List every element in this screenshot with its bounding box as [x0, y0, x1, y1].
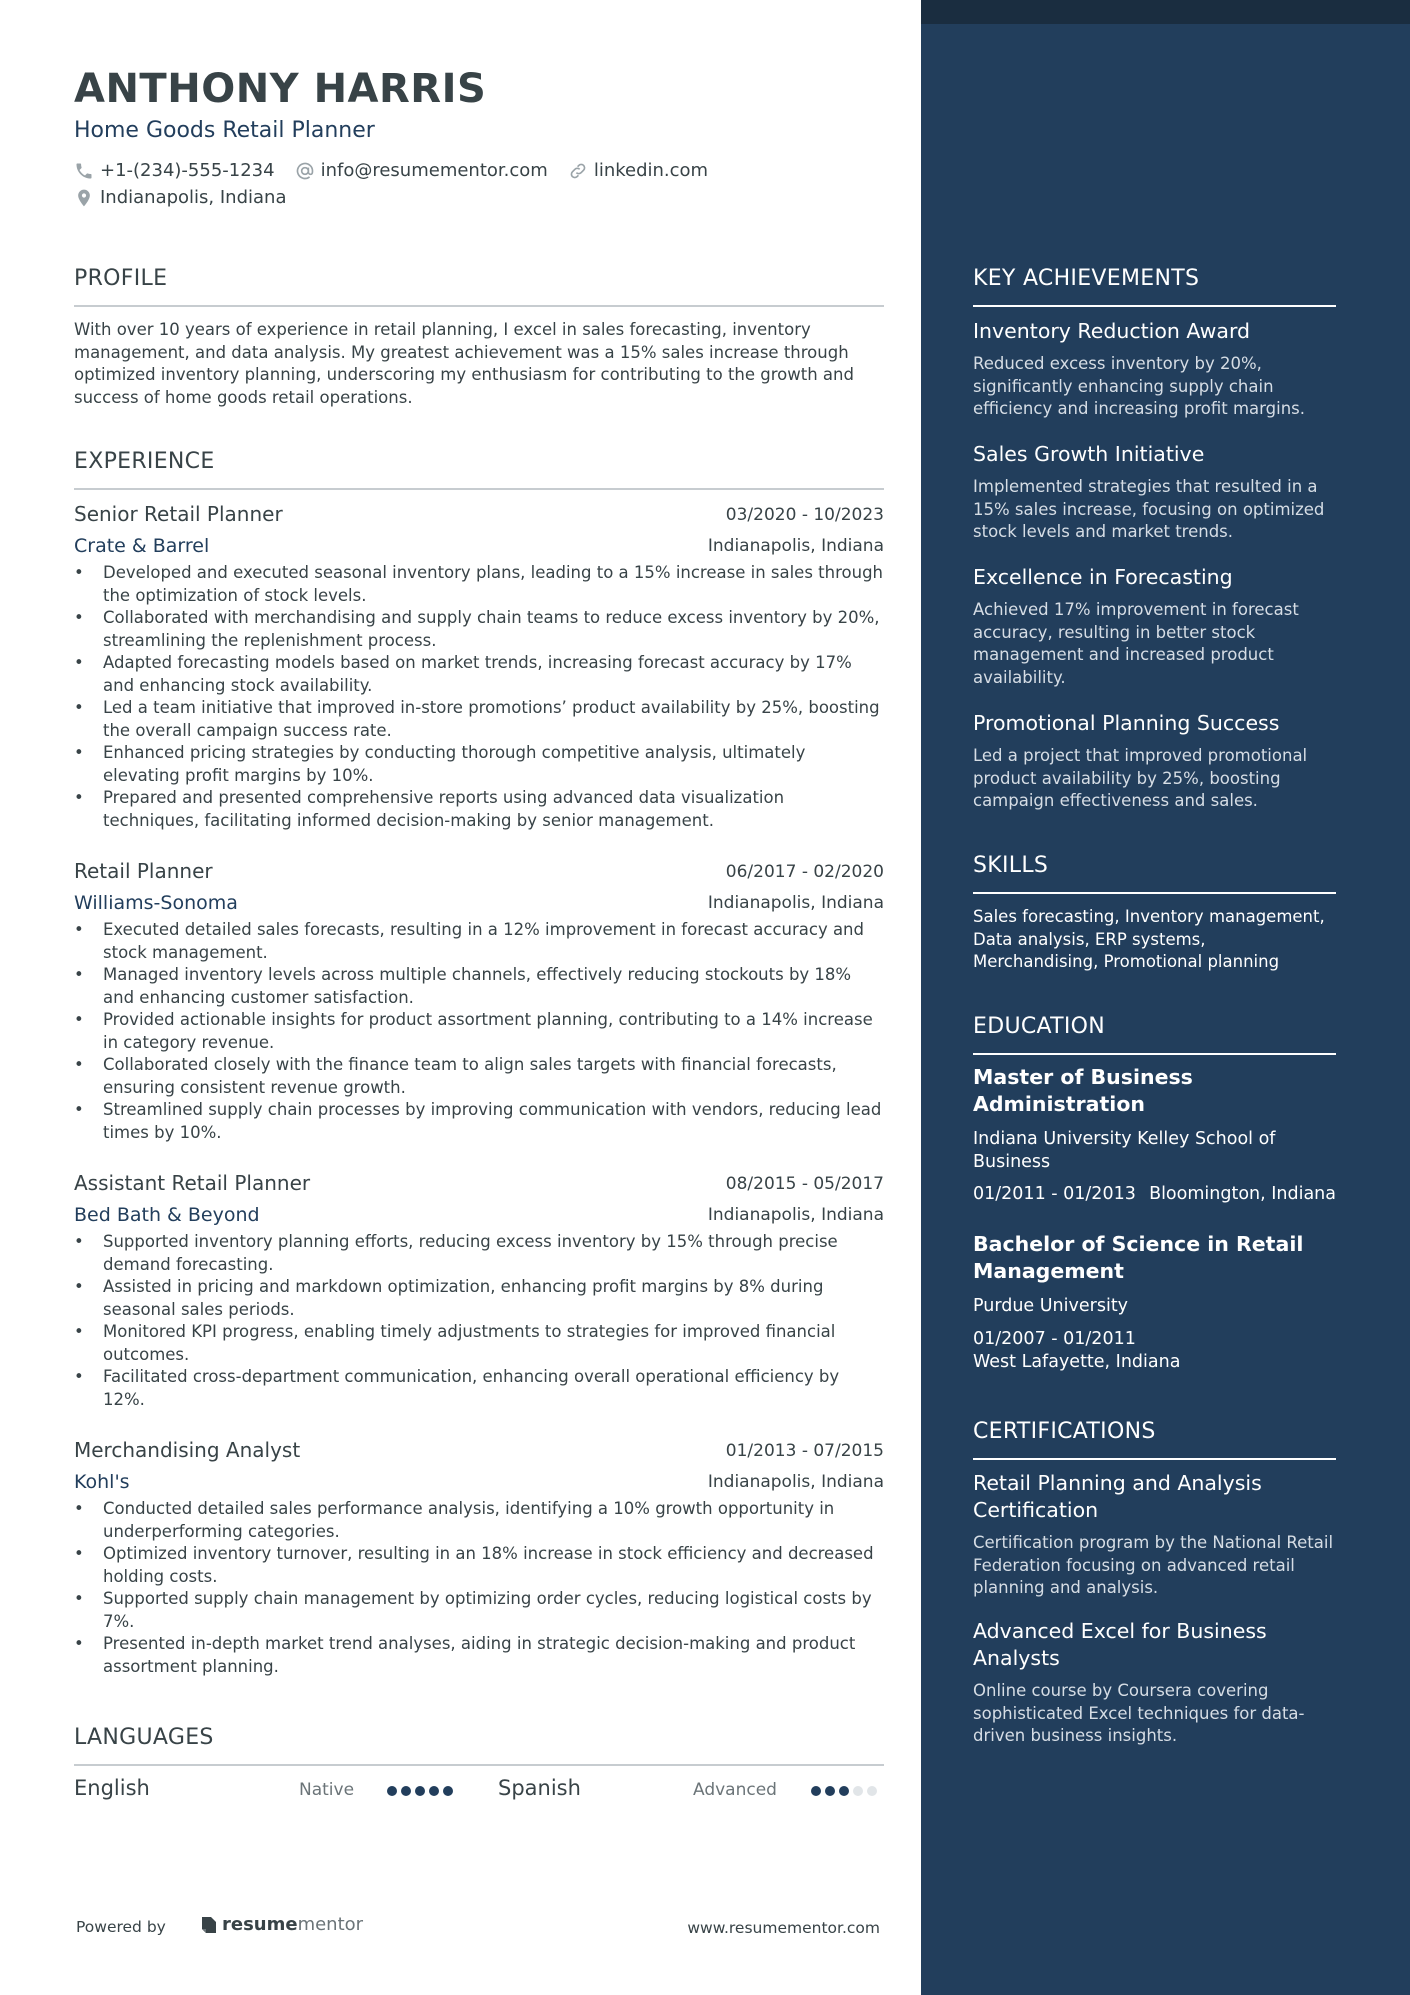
education-meta [973, 1184, 1336, 1210]
link-icon [568, 161, 588, 181]
at-icon [295, 161, 315, 181]
certification-item [973, 1470, 1336, 1600]
brand-light: mentor [297, 1914, 364, 1935]
job-dates: 06/2017 - 02/2020 [725, 862, 884, 882]
achievement-item [973, 318, 1336, 421]
job-entry [74, 859, 884, 1144]
education-degree: Bachelor of Science in Retail Management [973, 1232, 1304, 1283]
job-company: Bed Bath & Beyond [74, 1204, 260, 1226]
candidate-title: Home Goods Retail Planner [74, 118, 375, 143]
job-bullet: • Conducted detailed sales performance analysis, identifying a 10% growth opportunity in underperforming categories. [74, 1498, 884, 1543]
education-school: Indiana University Kelley School of Business [973, 1129, 1276, 1172]
resumementor-logo-icon [200, 1915, 218, 1935]
job-bullet: • Collaborated with merchandising and supply chain teams to reduce excess inventory by 20%, streamlining the replenishment process. [74, 607, 884, 652]
rating-dot [839, 1786, 849, 1796]
rating-dot [415, 1786, 425, 1796]
achievement-title: Inventory Reduction Award [973, 319, 1251, 343]
job-bullet: • Facilitated cross-department communication, enhancing overall operational efficiency by 12%. [74, 1366, 884, 1411]
achievement-title: Sales Growth Initiative [973, 442, 1205, 466]
skills-list [973, 906, 1336, 974]
job-entry [74, 1171, 884, 1411]
job-bullet: • Prepared and presented comprehensive reports using advanced data visualization techniques, facilitating informed decision-making by senior management. [74, 787, 884, 832]
certifications-divider [973, 1458, 1336, 1460]
job-bullet: • Supported inventory planning efforts, reducing excess inventory by 15% through precise demand forecasting. [74, 1231, 884, 1276]
certification-desc: Certification program by the National Retail Federation focusing on advanced retail planning and analysis. [973, 1533, 1334, 1597]
job-location: Indianapolis, Indiana [707, 893, 884, 913]
job-bullet: • Enhanced pricing strategies by conducting thorough competitive analysis, ultimately elevating profit margins by 10%. [74, 742, 884, 787]
job-bullet: • Monitored KPI progress, enabling timely adjustments to strategies for improved financial outcomes. [74, 1321, 884, 1366]
language-level: Native [299, 1780, 355, 1800]
job-dates: 08/2015 - 05/2017 [725, 1174, 884, 1194]
certification-desc: Online course by Coursera covering sophisticated Excel techniques for data-driven business insights. [973, 1681, 1305, 1745]
job-bullet: • Provided actionable insights for product assortment planning, contributing to a 14% increase in category revenue. [74, 1009, 884, 1054]
sidebar-top-band [921, 0, 1410, 24]
rating-dot [443, 1786, 453, 1796]
achievements-divider [973, 305, 1336, 307]
job-bullet: • Led a team initiative that improved in-store promotions’ product availability by 25%, boosting the overall campaign success rate. [74, 697, 884, 742]
job-entry [74, 502, 884, 832]
job-bullets [74, 562, 884, 832]
language-name: English [74, 1776, 150, 1800]
job-dates: 03/2020 - 10/2023 [725, 505, 884, 525]
job-bullet: • Optimized inventory turnover, resulting in an 18% increase in stock efficiency and decreased holding costs. [74, 1543, 884, 1588]
rating-dot [429, 1786, 439, 1796]
achievement-item [973, 710, 1336, 813]
job-bullet: • Developed and executed seasonal inventory plans, leading to a 15% increase in sales through the optimization of stock levels. [74, 562, 884, 607]
skills-text: Sales forecasting, Inventory management, Data analysis, ERP systems, Merchandising, Promotional planning [973, 907, 1325, 971]
certifications-heading: CERTIFICATIONS [973, 1419, 1156, 1444]
job-bullet: • Collaborated closely with the finance team to align sales targets with financial forecasts, ensuring consistent revenue growth. [74, 1054, 884, 1099]
job-role: Merchandising Analyst [74, 1438, 301, 1462]
candidate-name: ANTHONY HARRIS [74, 66, 487, 112]
footer [76, 1912, 880, 1942]
phone-text: +1-(234)-555-1234 [100, 160, 275, 181]
education-dates: 01/2007 - 01/2011 [973, 1329, 1136, 1349]
education-item [973, 1231, 1336, 1374]
language-level: Advanced [693, 1780, 777, 1800]
profile-divider [74, 305, 884, 307]
contact-location [74, 187, 287, 208]
achievement-item [973, 441, 1336, 544]
profile-text: With over 10 years of experience in retail planning, I excel in sales forecasting, inventory management, and data analysis. My greatest achievement was a 15% sales increase through optimized inventory planning, underscoring my enthusiasm for contributing to the growth and success of home goods retail operations. [74, 320, 854, 407]
skills-divider [973, 892, 1336, 894]
job-company: Crate & Barrel [74, 535, 210, 557]
job-bullet: • Streamlined supply chain processes by improving communication with vendors, reducing lead times by 10%. [74, 1099, 884, 1144]
sidebar [921, 0, 1410, 1995]
education-heading: EDUCATION [973, 1014, 1106, 1039]
job-company: Williams-Sonoma [74, 892, 238, 914]
job-bullets [74, 1498, 884, 1678]
rating-dot [825, 1786, 835, 1796]
rating-dot [811, 1786, 821, 1796]
email-text: info@resumementor.com [320, 160, 548, 181]
experience-heading: EXPERIENCE [74, 449, 215, 474]
achievement-desc: Led a project that improved promotional product availability by 25%, boosting campaign effectiveness and sales. [973, 746, 1308, 810]
contact-linkedin [568, 160, 708, 181]
languages-row [74, 1776, 884, 1806]
achievement-title: Excellence in Forecasting [973, 565, 1233, 589]
certification-item [973, 1618, 1336, 1748]
achievement-title: Promotional Planning Success [973, 711, 1280, 735]
profile-heading: PROFILE [74, 266, 168, 291]
rating-dot [387, 1786, 397, 1796]
job-bullet: • Supported supply chain management by optimizing order cycles, reducing logistical costs by 7%. [74, 1588, 884, 1633]
location-text: Indianapolis, Indiana [100, 187, 287, 208]
job-location: Indianapolis, Indiana [707, 1472, 884, 1492]
skills-heading: SKILLS [973, 853, 1049, 878]
certification-title: Retail Planning and Analysis Certification [973, 1471, 1262, 1522]
job-role: Assistant Retail Planner [74, 1171, 311, 1195]
achievement-desc: Achieved 17% improvement in forecast accuracy, resulting in better stock management and increased product availability. [973, 600, 1299, 687]
job-bullet: • Managed inventory levels across multiple channels, effectively reducing stockouts by 18% and enhancing customer satisfaction. [74, 964, 884, 1009]
linkedin-text: linkedin.com [593, 160, 709, 181]
job-role: Retail Planner [74, 859, 213, 883]
job-entry [74, 1438, 884, 1678]
education-degree: Master of Business Administration [973, 1065, 1193, 1116]
education-divider [973, 1053, 1336, 1055]
languages-divider [74, 1764, 884, 1766]
certification-title: Advanced Excel for Business Analysts [973, 1619, 1267, 1670]
contact-email [295, 160, 548, 181]
language-rating [387, 1786, 457, 1796]
phone-icon [74, 161, 94, 181]
experience-divider [74, 488, 884, 490]
job-company: Kohl's [74, 1471, 130, 1493]
job-dates: 01/2013 - 07/2015 [725, 1441, 884, 1461]
achievement-item [973, 564, 1336, 689]
brand-logo[interactable] [200, 1914, 363, 1935]
achievement-desc: Implemented strategies that resulted in a 15% sales increase, focusing on optimized stock levels and market trends. [973, 477, 1325, 541]
education-item [973, 1064, 1336, 1210]
language-name: Spanish [498, 1776, 581, 1800]
job-bullet: • Adapted forecasting models based on market trends, increasing forecast accuracy by 17% and enhancing stock availability. [74, 652, 884, 697]
achievement-desc: Reduced excess inventory by 20%, significantly enhancing supply chain efficiency and increasing profit margins. [973, 354, 1306, 418]
job-bullets [74, 919, 884, 1144]
job-bullets [74, 1231, 884, 1411]
achievements-heading: KEY ACHIEVEMENTS [973, 266, 1200, 291]
rating-dot [867, 1786, 877, 1796]
education-location: West Lafayette, Indiana [973, 1352, 1181, 1372]
job-location: Indianapolis, Indiana [707, 536, 884, 556]
contact-row-1 [74, 160, 728, 181]
website-link[interactable]: www.resumementor.com [687, 1919, 880, 1937]
job-bullet: • Executed detailed sales forecasts, resulting in a 12% improvement in forecast accuracy and stock management. [74, 919, 884, 964]
job-bullet: • Assisted in pricing and markdown optimization, enhancing profit margins by 8% during seasonal sales periods. [74, 1276, 884, 1321]
powered-by-text: Powered by [76, 1918, 166, 1936]
rating-dot [853, 1786, 863, 1796]
education-location: Bloomington, Indiana [1149, 1184, 1336, 1204]
job-role: Senior Retail Planner [74, 502, 283, 526]
languages-heading: LANGUAGES [74, 1725, 214, 1750]
job-location: Indianapolis, Indiana [707, 1205, 884, 1225]
contact-phone [74, 160, 275, 181]
location-pin-icon [74, 188, 94, 208]
education-school: Purdue University [973, 1296, 1129, 1316]
contact-row-2 [74, 187, 307, 208]
education-dates: 01/2011 - 01/2013 [973, 1184, 1136, 1204]
brand-bold: resume [222, 1914, 298, 1935]
rating-dot [401, 1786, 411, 1796]
language-rating [811, 1786, 881, 1796]
job-bullet: • Presented in-depth market trend analyses, aiding in strategic decision-making and product assortment planning. [74, 1633, 884, 1678]
